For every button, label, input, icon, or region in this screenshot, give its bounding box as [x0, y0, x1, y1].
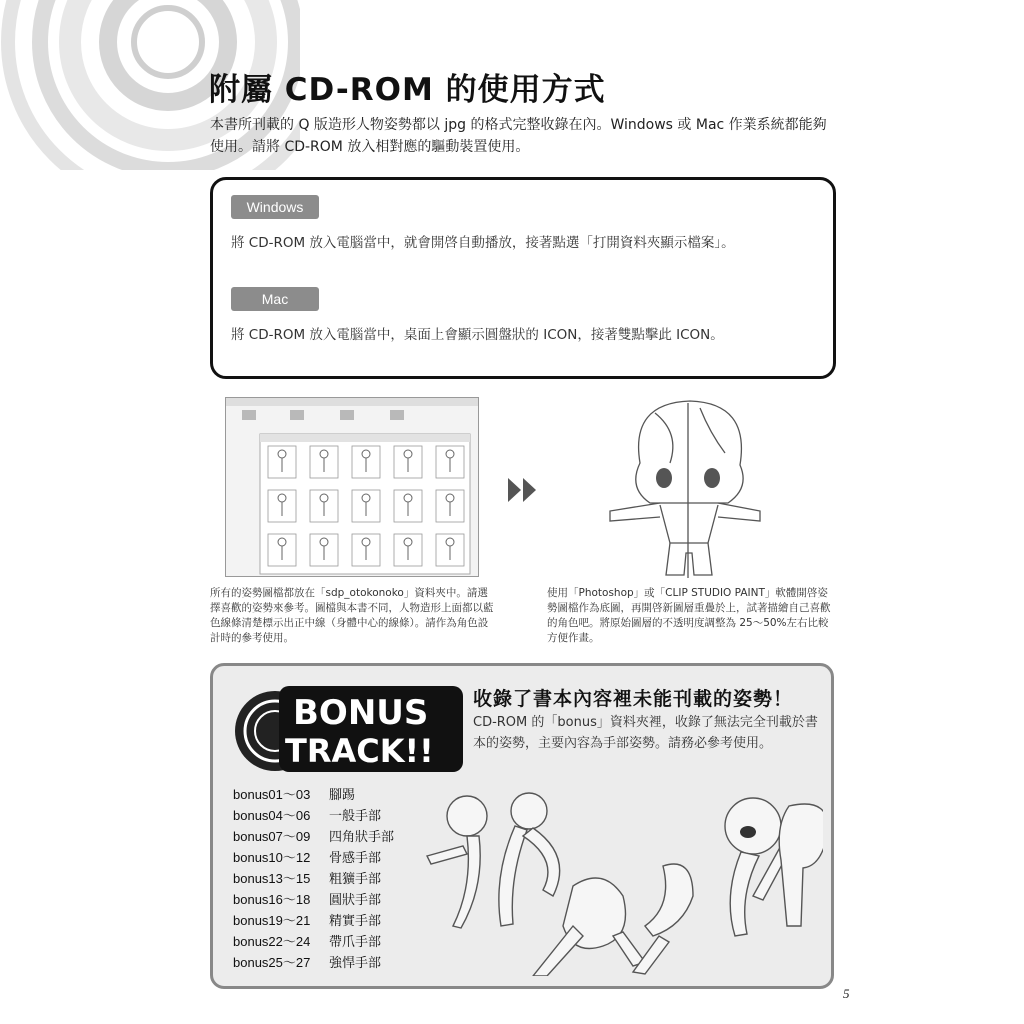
mac-tag: Mac [231, 287, 319, 311]
windows-tag: Windows [231, 195, 319, 219]
double-arrow-icon [508, 478, 538, 502]
bonus-poses-illustration [423, 786, 823, 976]
page-title: 附屬 CD-ROM 的使用方式 [209, 72, 606, 108]
bonus-description: CD-ROM 的「bonus」資料夾裡，收錄了無法完全刊載於書本的姿勢，主要內容為手部姿勢。請務必參考使用。 [473, 715, 818, 751]
list-item: bonus22～24 帶爪手部 [233, 934, 382, 950]
list-item: bonus01～03 腳踢 [233, 787, 356, 803]
list-item: bonus10～12 骨感手部 [233, 850, 382, 866]
list-item: bonus19～21 精實手部 [233, 913, 382, 929]
list-item: bonus16～18 圓狀手部 [233, 892, 382, 908]
list-item: bonus13～15 粗獷手部 [233, 871, 382, 887]
list-item: bonus25～27 強悍手部 [233, 955, 382, 971]
windows-instruction: 將 CD-ROM 放入電腦當中，就會開啓自動播放，接著點選「打開資料夾顯示檔案」。 [231, 235, 735, 251]
bonus-badge-line2: TRACK!! [285, 732, 434, 770]
bonus-section [210, 663, 834, 989]
caption-drawing: 使用「Photoshop」或「CLIP STUDIO PAINT」軟體開啓姿勢圖檔作為底圖，再開啓新圖層重疊於上，試著描繪自己喜歡的角色吧。將原始圖層的不透明度調整為 25～50%左右比較方便作畫。 [547, 587, 831, 644]
mac-instruction: 將 CD-ROM 放入電腦當中，桌面上會顯示圓盤狀的 ICON，接著雙點擊此 ICON。 [231, 327, 724, 343]
list-item: bonus07～09 四角狀手部 [233, 829, 395, 845]
os-instructions-box [210, 177, 836, 379]
bonus-disc-icon [231, 684, 466, 774]
bonus-heading: 收錄了書本內容裡未能刊載的姿勢！ [473, 688, 794, 710]
caption-folder: 所有的姿勢圖檔都放在「sdp_otokonoko」資料夾中。請選擇喜歡的姿勢來參考。圖檔與本書不同，人物造形上面都以藍色線條清楚標示出正中線（身體中心的線條）。請作為角色設計時的參考使用。 [210, 587, 494, 644]
bonus-list [233, 784, 394, 973]
intro-paragraph: 本書所刊載的 Q 版造形人物姿勢都以 jpg 的格式完整收錄在內。Windows 或 Mac 作業系統都能夠使用。請將 CD-ROM 放入相對應的驅動裝置使用。 [210, 117, 827, 155]
page-number: 5 [843, 986, 850, 1001]
folder-screenshot [225, 397, 479, 577]
bonus-badge-line1: BONUS [293, 693, 429, 733]
list-item: bonus04～06 一般手部 [233, 808, 382, 824]
character-illustration [600, 393, 770, 583]
